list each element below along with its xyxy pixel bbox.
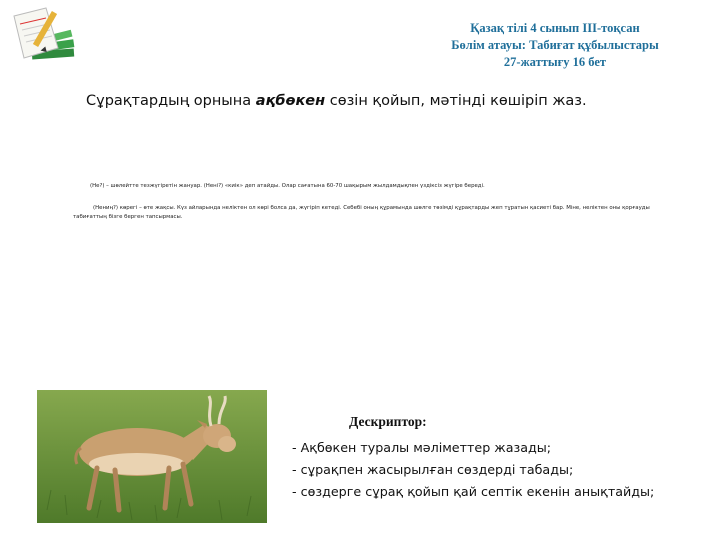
exercise-text-line1: (Не?) – шөлейтте тезжүгіретін жануар. (Нені?) «киік» деп атайды. Олар сағатына 60-70 шақырым жылдамдықпен үздіксіз жүгіре береді. bbox=[90, 183, 485, 189]
header-exercise: 27-жаттығу 16 бет bbox=[503, 55, 607, 69]
lesson-header bbox=[340, 20, 720, 71]
saiga-antelope-photo bbox=[37, 390, 267, 523]
descriptor-item: - сұрақпен жасырылған сөздерді табады; bbox=[292, 462, 574, 477]
descriptor-title: Дескриптор: bbox=[349, 414, 427, 429]
header-section: Бөлім атауы: Табиғат құбылыстары bbox=[451, 38, 659, 52]
descriptor-item: - сөздерге сұрақ қойып қай септік екенін анықтайды; bbox=[292, 484, 655, 499]
task-keyword: ақбөкен bbox=[255, 93, 326, 109]
header-subject: Қазақ тілі 4 сынып ІІІ-тоқсан bbox=[470, 21, 640, 35]
descriptor-item: - Ақбөкен туралы мәліметтер жазады; bbox=[292, 440, 552, 455]
descriptor-list bbox=[292, 437, 654, 503]
task-text-after: сөзін қойып, мәтінді көшіріп жаз. bbox=[325, 93, 587, 109]
task-instruction bbox=[86, 93, 587, 109]
task-text-before: Сұрақтардың орнына bbox=[86, 93, 256, 109]
exercise-text-line2: (Нениң?) көрегі – өте жақсы. Күз айларында неліктен ол көрі болса да, жүгіріп кетеді. Себебі оның құрамында шөлге төзімді құрақтарды жеп тұратын қасиеті бар. Міне, неліктен оны қорғауды табиғаттың бізге берген тапсырмасы. bbox=[73, 205, 650, 220]
books-pencil-icon bbox=[6, 4, 78, 66]
